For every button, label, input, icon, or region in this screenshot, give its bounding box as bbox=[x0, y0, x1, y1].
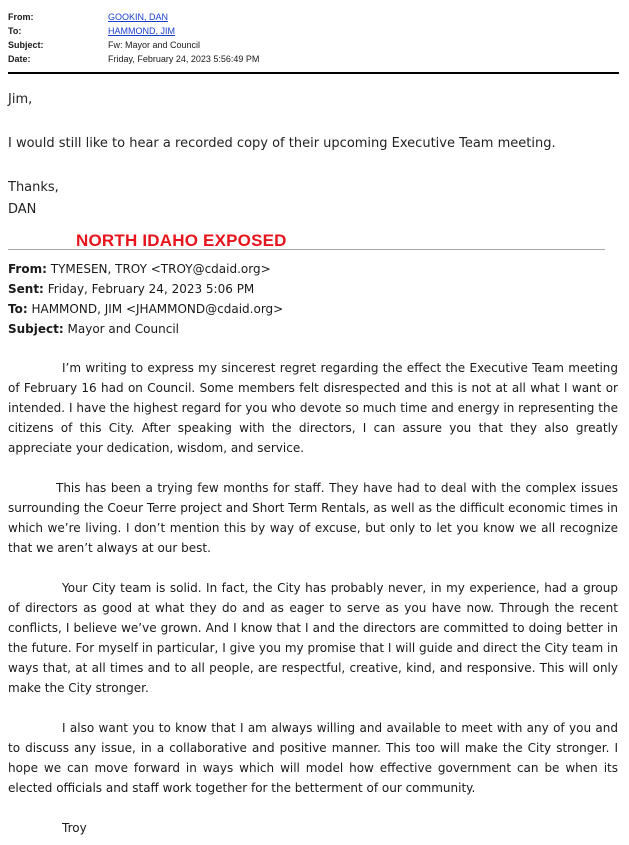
paragraph-2-text: This has been a trying few months for staff. They have had to deal with the complex issues surrounding the Coeur Terre project and Short Term Rentals, as well as the difficult economic times in which we’re living. I don’t mention this by way of excuse, but only to let you know we all recognize that we aren’t always at our best. bbox=[8, 481, 618, 555]
subject-label: Subject: bbox=[8, 40, 44, 50]
forwarded-signoff bbox=[8, 818, 618, 838]
reply-closing: Thanks, bbox=[8, 180, 59, 195]
reply-line: I would still like to hear a recorded copy of their upcoming Executive Team meeting. bbox=[8, 136, 556, 151]
fwd-to-row bbox=[8, 299, 618, 319]
fwd-sent-label: Sent: bbox=[8, 282, 44, 296]
header-from-row bbox=[8, 10, 618, 24]
signoff-text: Troy bbox=[62, 821, 87, 835]
header-subject-row bbox=[8, 38, 618, 52]
forwarded-paragraph-3 bbox=[8, 578, 618, 698]
paragraph-3-text: Your City team is solid. In fact, the City has probably never, in my experience, had a group of directors as good at what they do and as eager to serve as you have now. Through the recent conflicts, I believe we’ve grown. And I know that I and the directors are committed to doing better in the future. For myself in particular, I give you my promise that I will guide and direct the City team in ways that, at all times and to all people, are respectful, creative, kind, and responsive. This will only make the City stronger. bbox=[8, 581, 618, 695]
fwd-subject-label: Subject: bbox=[8, 322, 64, 336]
fwd-from-value: TYMESEN, TROY <TROY@cdaid.org> bbox=[50, 262, 271, 276]
email-header bbox=[8, 10, 618, 66]
header-date-row bbox=[8, 52, 618, 66]
fwd-from-label: From: bbox=[8, 262, 47, 276]
from-label: From: bbox=[8, 12, 34, 22]
overlay-watermark-text: NORTH IDAHO EXPOSED bbox=[76, 231, 287, 250]
fwd-subject-value: Mayor and Council bbox=[67, 322, 180, 336]
forwarded-paragraph-1 bbox=[8, 358, 618, 458]
forwarded-paragraph-2 bbox=[8, 478, 618, 558]
to-link[interactable]: HAMMOND, JIM bbox=[108, 26, 175, 36]
to-label: To: bbox=[8, 26, 22, 36]
fwd-to-label: To: bbox=[8, 302, 28, 316]
reply-signature: DAN bbox=[8, 202, 37, 217]
forward-divider bbox=[8, 249, 605, 250]
paragraph-1-text: I’m writing to express my sincerest regret regarding the effect the Executive Team meeting of February 16 had on Council. Some members felt disrespected and this is not at all what I want or intended. I have the highest regard for you who devote so much time and energy in representing the citizens of this City. After speaking with the directors, I can assure you that they also greatly appreciate your dedication, wisdom, and service. bbox=[8, 361, 618, 455]
date-label: Date: bbox=[8, 54, 31, 64]
fwd-from-row bbox=[8, 259, 618, 279]
forwarded-paragraph-4 bbox=[8, 718, 618, 798]
subject-value: Fw: Mayor and Council bbox=[108, 40, 201, 50]
header-divider bbox=[8, 72, 619, 74]
fwd-to-value: HAMMOND, JIM <JHAMMOND@cdaid.org> bbox=[31, 302, 284, 316]
header-to-row bbox=[8, 24, 618, 38]
reply-greeting: Jim, bbox=[8, 92, 33, 107]
from-link[interactable]: GOOKIN, DAN bbox=[108, 12, 169, 22]
date-value: Friday, February 24, 2023 5:56:49 PM bbox=[108, 54, 260, 64]
fwd-sent-row bbox=[8, 279, 618, 299]
fwd-subject-row bbox=[8, 319, 618, 339]
forwarded-header bbox=[8, 259, 618, 339]
paragraph-4-text: I also want you to know that I am always willing and available to meet with any of you and to discuss any issue, in a collaborative and positive manner. This too will make the City stronger. I hope we can move forward in ways which will model how effective government can be when its elected officials and staff work together for the betterment of our community. bbox=[8, 721, 618, 795]
fwd-sent-value: Friday, February 24, 2023 5:06 PM bbox=[47, 282, 255, 296]
